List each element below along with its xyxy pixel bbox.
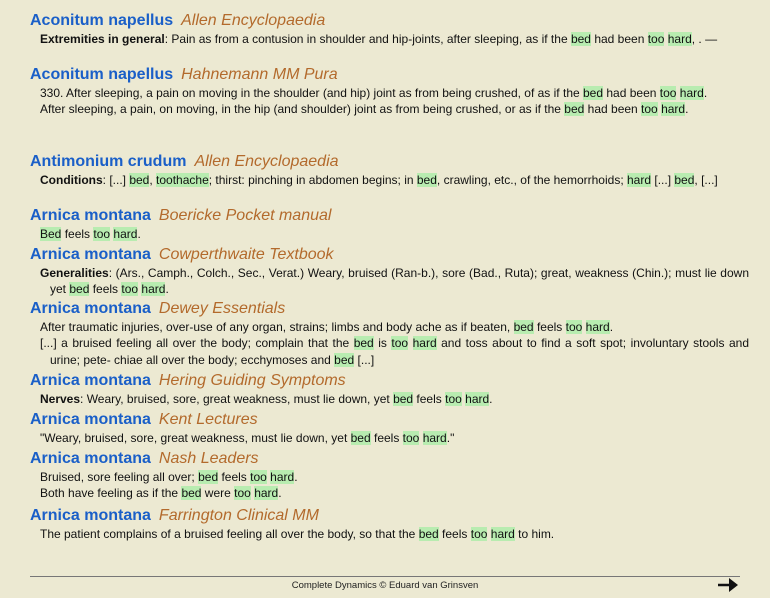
search-highlight: hard [270, 470, 295, 484]
remedy-link[interactable]: Arnica montana [30, 300, 151, 317]
book-link[interactable]: Kent Lectures [158, 411, 258, 428]
search-highlight: bed [416, 173, 437, 187]
result-entry [0, 65, 770, 118]
text-fragment: After sleeping, a pain, on moving, in the hip (and shoulder) joint as from being crushed, or as if the [40, 102, 565, 117]
result-entry [0, 152, 770, 188]
entry-header [0, 371, 770, 391]
entry-text [40, 85, 749, 101]
book-link[interactable]: Boericke Pocket manual [158, 207, 332, 224]
search-highlight: hard [661, 102, 686, 117]
entry-text [40, 335, 749, 368]
entry-text [40, 31, 749, 47]
search-highlight: bed [418, 527, 439, 541]
entry-header [0, 299, 770, 319]
remedy-link[interactable]: Aconitum napellus [30, 66, 174, 83]
text-fragment: Both have feeling as if the [40, 486, 182, 501]
search-highlight: Bed [40, 227, 62, 241]
text-fragment: [...] a bruised feeling all over the body; complain that the [40, 336, 354, 351]
search-highlight: too [647, 32, 665, 46]
entry-header [0, 245, 770, 265]
search-highlight: too [250, 470, 267, 484]
text-fragment: . [278, 486, 282, 501]
entry-header [0, 65, 770, 85]
search-highlight: bed [129, 173, 150, 187]
section-label: Extremities in general [40, 32, 165, 46]
search-highlight: hard [679, 86, 704, 100]
text-fragment: . [489, 392, 493, 406]
search-highlight: hard [422, 431, 447, 445]
result-entry [0, 299, 770, 368]
text-fragment: , crawling, etc., of the hemorrhoids; [436, 173, 627, 187]
text-fragment: had been [590, 32, 648, 46]
text-fragment: : (Ars., Camph., Colch., Sec., Verat.) Weary, bruised (Ran-b.), sore (Bad., Ruta); great, weakness (Chin.); must lie down yet [50, 266, 749, 297]
search-highlight: bed [181, 486, 202, 501]
text-fragment: . [165, 282, 169, 297]
remedy-link[interactable]: Arnica montana [30, 372, 151, 389]
search-highlight: bed [570, 32, 591, 46]
text-fragment: feels [438, 527, 471, 541]
text-fragment: feels [89, 282, 122, 297]
text-fragment: had been [584, 102, 642, 117]
text-fragment: feels [61, 227, 94, 241]
text-fragment: The patient complains of a bruised feeling all over the body, so that the [40, 527, 419, 541]
section-label: Generalities [40, 266, 109, 280]
search-highlight: bed [69, 282, 90, 297]
entry-text [40, 526, 749, 542]
text-fragment: After traumatic injuries, over-use of any organ, strains; limbs and body ache as if beaten, [40, 320, 514, 334]
entry-header [0, 11, 770, 31]
text-fragment: to him. [514, 527, 555, 541]
search-highlight: bed [513, 320, 534, 334]
text-fragment: is [373, 336, 392, 351]
text-fragment: ; thirst: pinching in abdomen begins; in [208, 173, 417, 187]
search-highlight: bed [198, 470, 219, 484]
entry-text [40, 226, 749, 242]
book-link[interactable]: Hahnemann MM Pura [181, 66, 338, 83]
text-fragment: Bruised, sore feeling all over; [40, 470, 199, 484]
result-entry [0, 506, 770, 542]
text-fragment: ." [446, 431, 455, 445]
text-fragment: feels [533, 320, 566, 334]
text-fragment: , . — [691, 32, 718, 46]
text-fragment: , [149, 173, 157, 187]
entry-text [40, 391, 749, 407]
search-highlight: hard [254, 486, 279, 501]
text-fragment: [...] [354, 352, 375, 367]
search-highlight: too [445, 392, 462, 406]
entry-header [0, 206, 770, 226]
text-fragment: . [137, 227, 141, 241]
book-link[interactable]: Allen Encyclopaedia [194, 153, 339, 170]
entry-header [0, 449, 770, 469]
entry-text [40, 101, 749, 117]
entry-text [40, 430, 749, 446]
entry-text [40, 485, 749, 501]
text-fragment: , [...] [694, 173, 718, 187]
text-fragment: were [201, 486, 235, 501]
text-fragment: had been [603, 86, 660, 100]
arrow-right-icon[interactable] [716, 576, 740, 594]
text-fragment: . [703, 86, 708, 100]
search-highlight: too [470, 527, 488, 541]
text-fragment: . [685, 102, 689, 117]
entry-header [0, 152, 770, 172]
search-highlight: bed [674, 173, 695, 187]
entry-header [0, 506, 770, 526]
book-link[interactable]: Cowperthwaite Textbook [158, 246, 334, 263]
section-label: Conditions [40, 173, 103, 187]
search-highlight: too [659, 86, 677, 100]
entry-text [40, 265, 749, 298]
search-highlight: too [402, 431, 420, 445]
result-entry [0, 410, 770, 446]
result-entry [0, 449, 770, 502]
search-highlight: hard [113, 227, 138, 241]
result-entry [0, 11, 770, 47]
search-highlight: too [641, 102, 658, 117]
search-highlight: toothache [156, 173, 209, 187]
entry-text [40, 319, 749, 335]
remedy-link[interactable]: Arnica montana [30, 411, 151, 428]
entry-text [40, 469, 749, 485]
book-link[interactable]: Farrington Clinical MM [158, 507, 319, 524]
footer-copyright: Complete Dynamics © Eduard van Grinsven [291, 580, 479, 591]
search-highlight: hard [627, 173, 652, 187]
search-highlight: hard [667, 32, 692, 46]
text-fragment: : Weary, bruised, sore, great weakness, must lie down, yet [80, 392, 394, 406]
search-highlight: too [121, 282, 139, 297]
book-link[interactable]: Hering Guiding Symptoms [158, 372, 346, 389]
text-fragment [408, 336, 413, 350]
text-fragment: and toss about to find a soft spot; involuntary stools and urine; pete- chiae all over the body; ecchymoses and [50, 336, 749, 367]
text-fragment: . [294, 470, 298, 484]
search-highlight: too [234, 486, 251, 501]
remedy-link[interactable]: Antimonium crudum [30, 153, 187, 170]
search-highlight: bed [583, 86, 604, 100]
remedy-link[interactable]: Arnica montana [30, 450, 151, 467]
text-fragment: . [609, 320, 614, 334]
text-fragment: feels [413, 392, 446, 406]
entry-header [0, 410, 770, 430]
search-highlight: bed [393, 392, 414, 406]
search-highlight: bed [353, 336, 374, 351]
search-highlight: bed [350, 431, 371, 445]
text-fragment: [...] [651, 173, 675, 187]
search-highlight: too [391, 336, 409, 351]
text-fragment: "Weary, bruised, sore, great weakness, must lie down, yet [40, 431, 351, 445]
result-entry [0, 371, 770, 407]
search-highlight: hard [490, 527, 515, 541]
search-highlight: hard [465, 392, 490, 406]
book-link[interactable]: Nash Leaders [158, 450, 259, 467]
remedy-link[interactable]: Aconitum napellus [30, 12, 174, 29]
book-link[interactable]: Allen Encyclopaedia [181, 12, 326, 29]
text-fragment: feels [218, 470, 251, 484]
search-highlight: too [93, 227, 111, 241]
search-highlight: hard [412, 336, 437, 351]
section-label: Nerves [40, 392, 81, 406]
entry-text [40, 172, 749, 188]
remedy-link[interactable]: Arnica montana [30, 246, 151, 263]
text-fragment: 330. After sleeping, a pain on moving in the shoulder (and hip) joint as from being crushed, of as if the [40, 86, 583, 100]
remedy-link[interactable]: Arnica montana [30, 207, 151, 224]
search-highlight: hard [141, 282, 166, 297]
result-entry [0, 206, 770, 242]
search-highlight: too [565, 320, 583, 334]
footer-divider [30, 576, 740, 577]
search-highlight: bed [564, 102, 585, 117]
text-fragment: : Pain as from a contusion in shoulder and hip-joints, after sleeping, as if the [164, 32, 571, 46]
search-highlight: hard [585, 320, 610, 334]
book-link[interactable]: Dewey Essentials [158, 300, 286, 317]
text-fragment: feels [370, 431, 403, 445]
text-fragment: : [...] [102, 173, 130, 187]
result-entry [0, 245, 770, 298]
search-highlight: bed [334, 352, 355, 367]
remedy-link[interactable]: Arnica montana [30, 507, 151, 524]
